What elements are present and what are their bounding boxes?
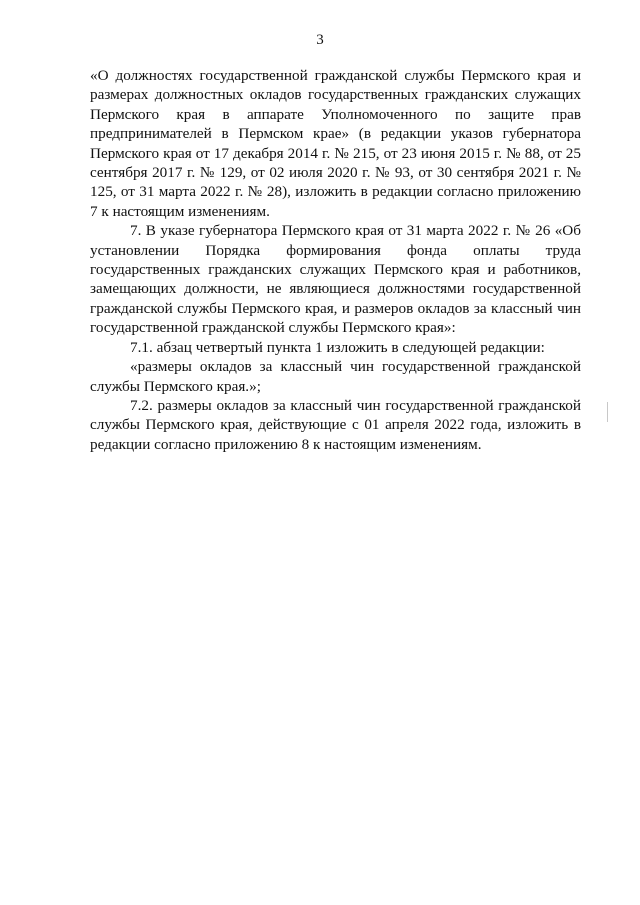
scan-artifact-line bbox=[607, 402, 608, 422]
paragraph-item-7: 7. В указе губернатора Пермского края от 31 марта 2022 г. № 26 «Об установлении Порядка формирования фонда оплаты труда государственных гражданских служащих Пермского края и работников, замещающих должности, не являющиеся должностями государственной гражданской службы Пермского края, и размеров окладов за классный чин государственной гражданской службы Пермского края»: bbox=[90, 222, 581, 337]
paragraph-quoted-wording: «размеры окладов за классный чин государственной гражданской службы Пермского края.»; bbox=[90, 358, 581, 395]
paragraph-item-7-1: 7.1. абзац четвертый пункта 1 изложить в следующей редакции: bbox=[130, 338, 545, 356]
paragraph-item-7-2: 7.2. размеры окладов за классный чин государственной гражданской службы Пермского края, действующие с 01 апреля 2022 года, изложить в редакции согласно приложению 8 к настоящим изменениям. bbox=[90, 396, 581, 453]
paragraph-decree-title-continuation: «О должностях государственной гражданской службы Пермского края и размерах должностных окладов государственных гражданских служащих Пермского края в аппарате Уполномоченного по защите прав предпринимателей в Пермском крае» (в редакции указов губернатора Пермского края от 17 декабря 2014 г. № 215, от 23 июня 2015 г. № 88, от 25 сентября 2017 г. № 129, от 02 июля 2020 г. № 93, от 30 сентября 2021 г. № 125, от 31 марта 2022 г. № 28), изложить в редакции согласно приложению 7 к настоящим изменениям. bbox=[90, 67, 581, 220]
document-body bbox=[90, 66, 581, 454]
page-number: 3 bbox=[316, 32, 324, 48]
